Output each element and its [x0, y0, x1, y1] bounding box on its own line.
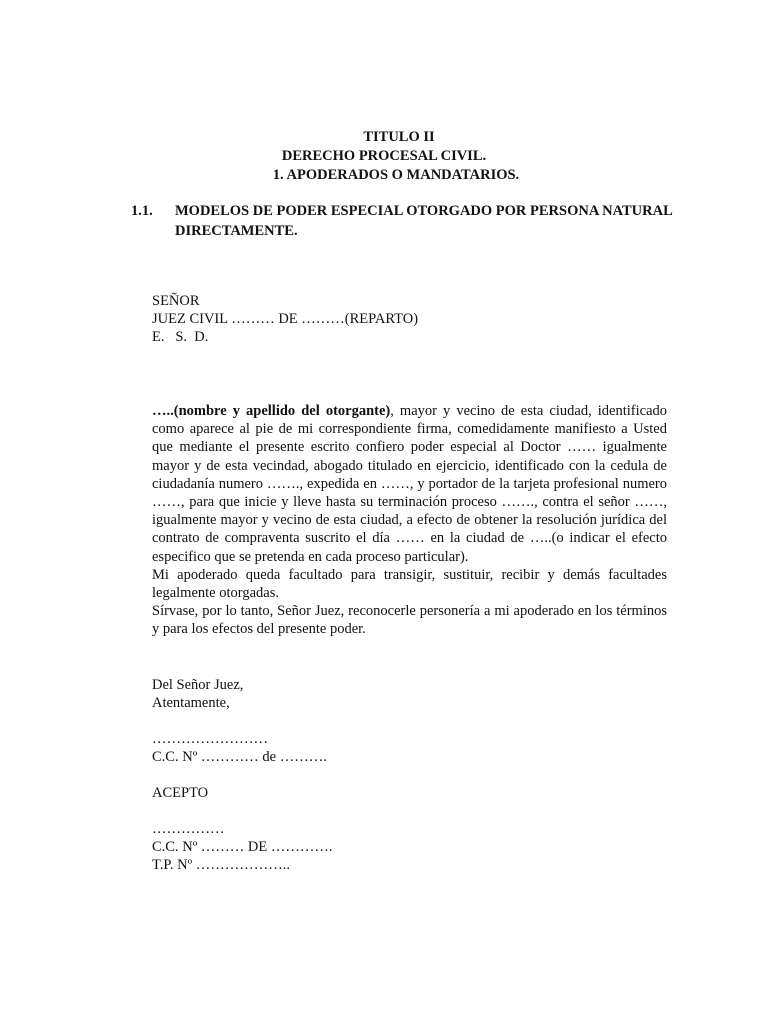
paragraph-3: Sírvase, por lo tanto, Señor Juez, reconocerle personería a mi apoderado en los términos y para los efectos del presente poder. [152, 603, 667, 638]
signature-line: …………………… [152, 731, 268, 747]
addressee-line2: JUEZ CIVIL ……… DE ………(REPARTO) [152, 311, 419, 328]
attorney-signature-line: …………… [152, 821, 225, 837]
section-title-line1: MODELOS DE PODER ESPECIAL OTORGADO POR PERSONA NATURAL [175, 203, 673, 219]
attorney-signature [152, 820, 333, 875]
closing-line2: Atentamente, [152, 695, 230, 712]
grantor-id: C.C. Nº ………… de ………. [152, 749, 327, 766]
paragraph-1-text: , mayor y vecino de esta ciudad, identificado como aparece al pie de mi correspondiente firma, comedidamente manifiesto a Usted que mediante el presente escrito confiero poder especial al Doctor …… igualmente mayor y de esta vecindad, abogado titulado en ejercicio, identificado con la cedula de ciudadanía numero ……., expedida en ……, y portador de la tarjeta profesional numero ……, para que inicie y lleve hasta su terminación proceso ……., contra el señor ……, igualmente mayor y vecino de esta ciudad, a efecto de obtener la resolución jurídica del contrato de compraventa suscrito el día …… en la ciudad de …..(o indicar el efecto especifico que se pretenda en cada proceso particular). [152, 403, 667, 565]
document-subtitle: DERECHO PROCESAL CIVIL. [281, 148, 487, 164]
addressee-line3: E. S. D. [152, 329, 209, 346]
accept-label: ACEPTO [152, 785, 209, 801]
document-title: TITULO II [363, 129, 435, 145]
attorney-id: C.C. Nº ……… DE …………. [152, 839, 333, 856]
document-headings [0, 128, 768, 185]
accept-block [152, 784, 208, 802]
section-title-line2: DIRECTAMENTE. [175, 222, 298, 239]
section-title [175, 202, 675, 241]
addressee-block [152, 292, 418, 347]
grantor-placeholder: …..(nombre y apellido del otorgante) [152, 403, 391, 419]
section-number: 1.1. [131, 203, 153, 219]
chapter-heading: 1. APODERADOS O MANDATARIOS. [272, 167, 520, 183]
closing-block [152, 676, 243, 712]
letter-body [152, 402, 667, 639]
closing-line1: Del Señor Juez, [152, 677, 244, 693]
addressee-line1: SEÑOR [152, 293, 200, 309]
attorney-professional-card: T.P. Nº ……………….. [152, 857, 290, 874]
grantor-signature [152, 730, 327, 766]
paragraph-2: Mi apoderado queda facultado para transigir, sustituir, recibir y demás facultades legalmente otorgadas. [152, 566, 667, 602]
paragraph-1 [152, 402, 667, 566]
